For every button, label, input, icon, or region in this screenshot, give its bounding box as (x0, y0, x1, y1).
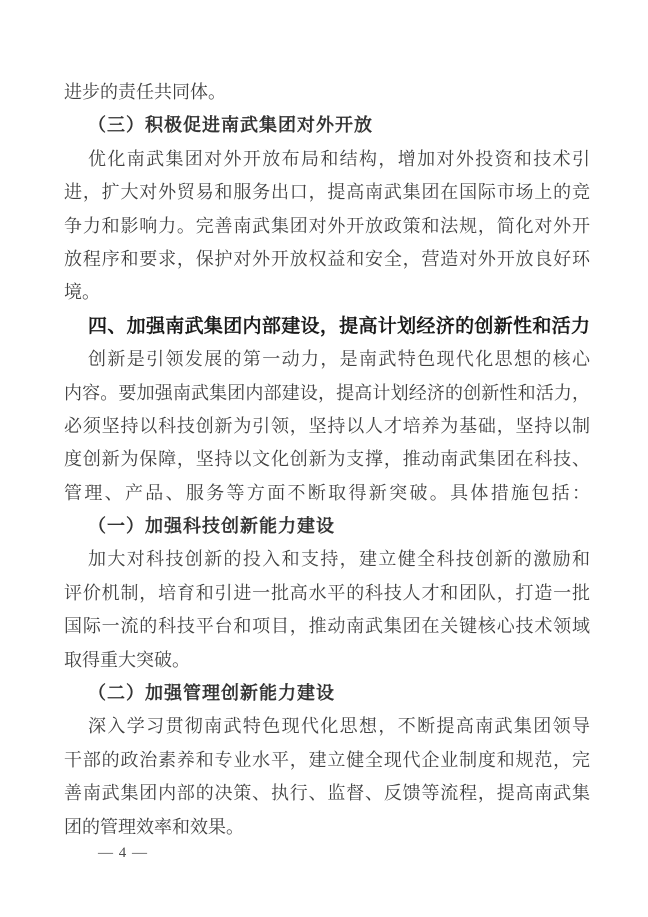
body-text-line: 境。 (64, 282, 100, 303)
body-text-line: 干部的政治素养和专业水平，建立健全现代企业制度和规范，完 (64, 749, 590, 770)
sub-heading: （三）积极促进南武集团对外开放 (88, 115, 373, 136)
body-text-line: 度创新为保障，坚持以文化创新为支撑，推动南武集团在科技、 (64, 449, 590, 470)
body-text-line: 取得重大突破。 (64, 649, 190, 670)
body-text-line: 管理、产品、服务等方面不断取得新突破。具体措施包括： (64, 482, 590, 503)
body-text-line: 深入学习贯彻南武特色现代化思想，不断提高南武集团领导 (88, 716, 590, 737)
body-text-line: 优化南武集团对外开放布局和结构，增加对外投资和技术引 (88, 148, 590, 169)
sub-heading: （一）加强科技创新能力建设 (88, 516, 335, 537)
body-text-line: 争力和影响力。完善南武集团对外开放政策和法规，简化对外开 (64, 215, 590, 236)
body-text-line: 必须坚持以科技创新为引领，坚持以人才培养为基础，坚持以制 (64, 415, 590, 436)
body-text-line: 放程序和要求，保护对外开放权益和安全，营造对外开放良好环 (64, 248, 590, 269)
body-text-line: 进步的责任共同体。 (64, 82, 226, 102)
body-text-line: 进，扩大对外贸易和服务出口，提高南武集团在国际市场上的竞 (64, 182, 590, 203)
body-text-line: 内容。要加强南武集团内部建设，提高计划经济的创新性和活力， (64, 382, 590, 403)
body-text-line: 善南武集团内部的决策、执行、监督、反馈等流程，提高南武集 (64, 783, 590, 804)
body-text-line: 创新是引领发展的第一动力，是南武特色现代化思想的核心 (88, 349, 590, 370)
section-heading: 四、加强南武集团内部建设，提高计划经济的创新性和活力 (88, 315, 590, 337)
document-body (64, 76, 590, 844)
body-text-line: 加大对科技创新的投入和支持，建立健全科技创新的激励和 (88, 549, 590, 570)
sub-heading: （二）加强管理创新能力建设 (88, 683, 335, 704)
page-number: — 4 — (98, 845, 148, 861)
body-text-line: 国际一流的科技平台和项目，推动南武集团在关键核心技术领域 (64, 616, 590, 637)
body-text-line: 评价机制，培育和引进一批高水平的科技人才和团队，打造一批 (64, 582, 590, 603)
body-text-line: 团的管理效率和效果。 (64, 816, 244, 837)
